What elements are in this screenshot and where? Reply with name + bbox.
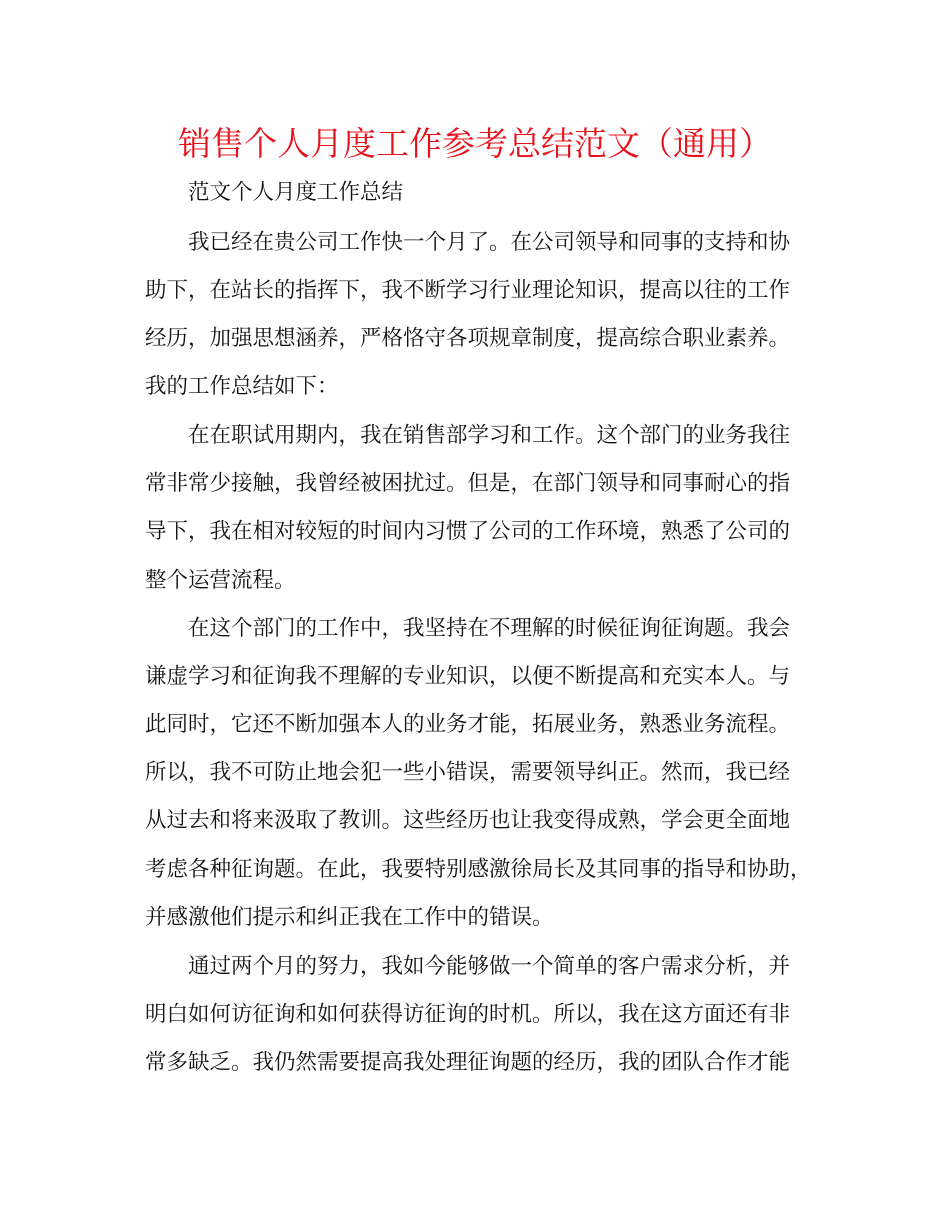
paragraph-line: 我已经在贵公司工作快一个月了。在公司领导和同事的支持和协: [188, 230, 791, 255]
paragraph-line: 常多缺乏。我仍然需要提高我处理征询题的经历，我的团队合作才能: [145, 1050, 791, 1075]
paragraph-line: 我的工作总结如下：: [145, 374, 339, 399]
paragraph-line: 整个运营流程。: [145, 568, 296, 593]
paragraph-line: 明白如何访征询和如何获得访征询的时机。所以，我在这方面还有非: [145, 1002, 791, 1027]
paragraph-line: 助下，在站长的指挥下，我不断学习行业理论知识，提高以往的工作: [145, 278, 791, 303]
paragraph-line: 通过两个月的努力，我如今能够做一个简单的客户需求分析，并: [188, 954, 791, 979]
paragraph-line: 在在职试用期内，我在销售部学习和工作。这个部门的业务我往: [188, 423, 791, 448]
paragraph-line: 常非常少接触，我曾经被困扰过。但是，在部门领导和同事耐心的指: [145, 471, 791, 496]
document-title: 销售个人月度工作参考总结范文（通用）: [178, 124, 772, 163]
paragraph-line: 考虑各种征询题。在此，我要特别感激徐局长及其同事的指导和协助，: [145, 857, 812, 882]
paragraph-line: 此同时，它还不断加强本人的业务才能，拓展业务，熟悉业务流程。: [145, 712, 791, 737]
subtitle: 范文个人月度工作总结: [188, 180, 404, 205]
paragraph-line: 在这个部门的工作中，我坚持在不理解的时候征询征询题。我会: [188, 616, 791, 641]
paragraph-line: 谦虚学习和征询我不理解的专业知识，以便不断提高和充实本人。与: [145, 664, 791, 689]
paragraph-line: 经历，加强思想涵养，严格恪守各项规章制度，提高综合职业素养。: [145, 326, 791, 351]
paragraph-line: 所以，我不可防止地会犯一些小错误，需要领导纠正。然而，我已经: [145, 760, 791, 785]
paragraph-line: 导下，我在相对较短的时间内习惯了公司的工作环境，熟悉了公司的: [145, 519, 791, 544]
paragraph-line: 从过去和将来汲取了教训。这些经历也让我变得成熟，学会更全面地: [145, 808, 791, 833]
paragraph-line: 并感激他们提示和纠正我在工作中的错误。: [145, 905, 554, 930]
